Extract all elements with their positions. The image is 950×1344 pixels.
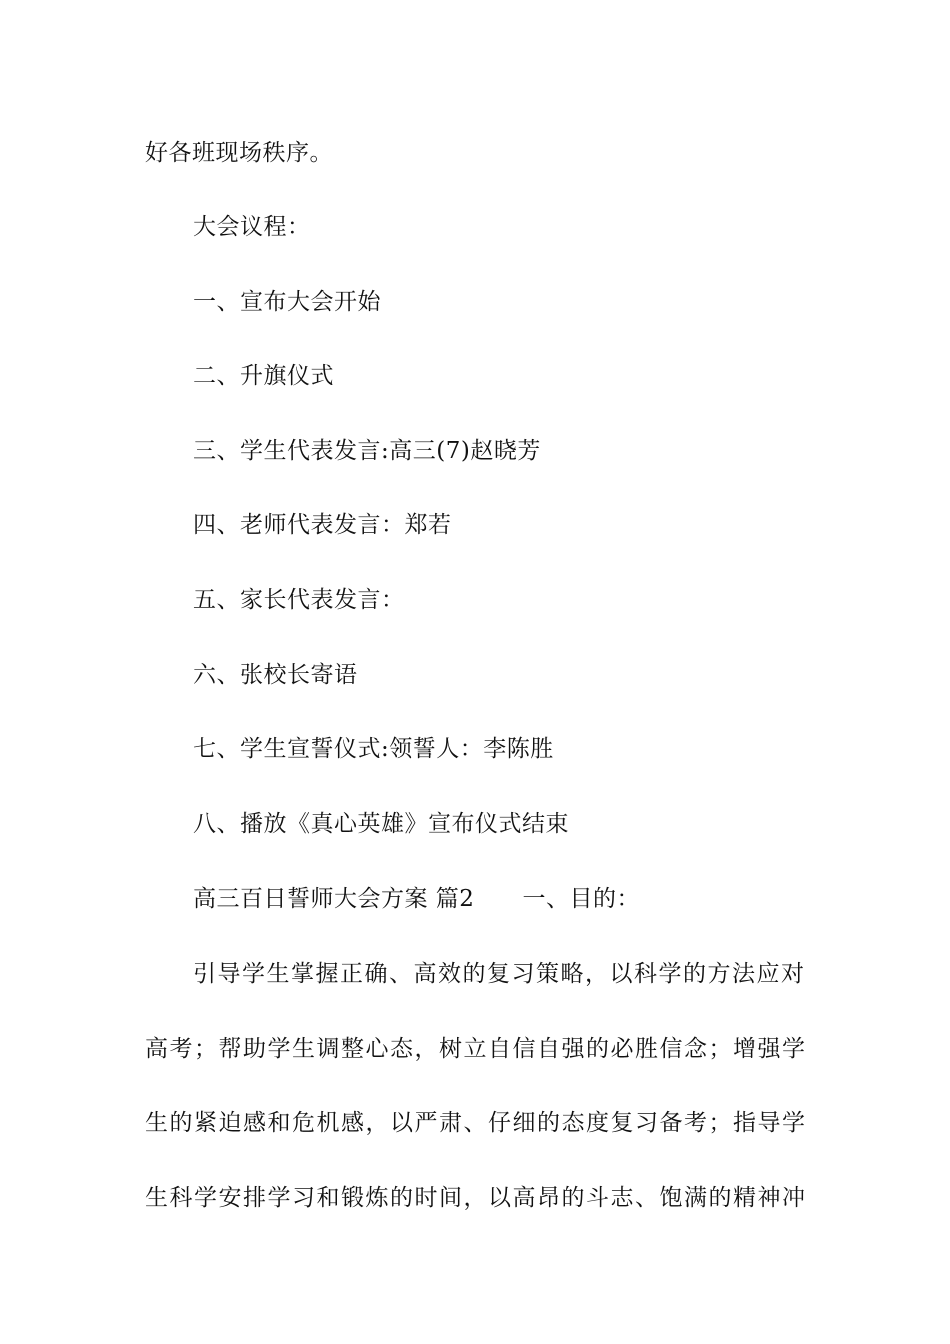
paragraph-line: 引导学生掌握正确、高效的复习策略，以科学的方法应对 [193, 961, 806, 987]
agenda-item: 一、宣布大会开始 [193, 289, 381, 315]
agenda-item: 二、升旗仪式 [193, 363, 334, 389]
agenda-item: 七、学生宣誓仪式:领誓人：李陈胜 [193, 736, 554, 762]
section-first-item: 一、目的： [522, 886, 640, 912]
agenda-item: 五、家长代表发言： [193, 587, 405, 613]
paragraph-line: 生科学安排学习和锻炼的时间，以高昂的斗志、饱满的精神冲 [145, 1185, 807, 1211]
agenda-item: 六、张校长寄语 [193, 662, 358, 688]
section-heading-line [193, 884, 640, 914]
agenda-item: 三、学生代表发言:高三(7)赵晓芳 [193, 438, 541, 464]
paragraph-line: 高考；帮助学生调整心态，树立自信自强的必胜信念；增强学 [145, 1036, 807, 1062]
agenda-heading: 大会议程： [193, 214, 311, 240]
paragraph-line: 生的紧迫感和危机感，以严肃、仔细的态度复习备考；指导学 [145, 1110, 807, 1136]
section-heading: 高三百日誓师大会方案 篇2 [193, 886, 475, 912]
text-line: 好各班现场秩序。 [145, 140, 333, 166]
agenda-item: 四、老师代表发言：郑若 [193, 512, 452, 538]
agenda-item: 八、播放《真心英雄》宣布仪式结束 [193, 811, 569, 837]
